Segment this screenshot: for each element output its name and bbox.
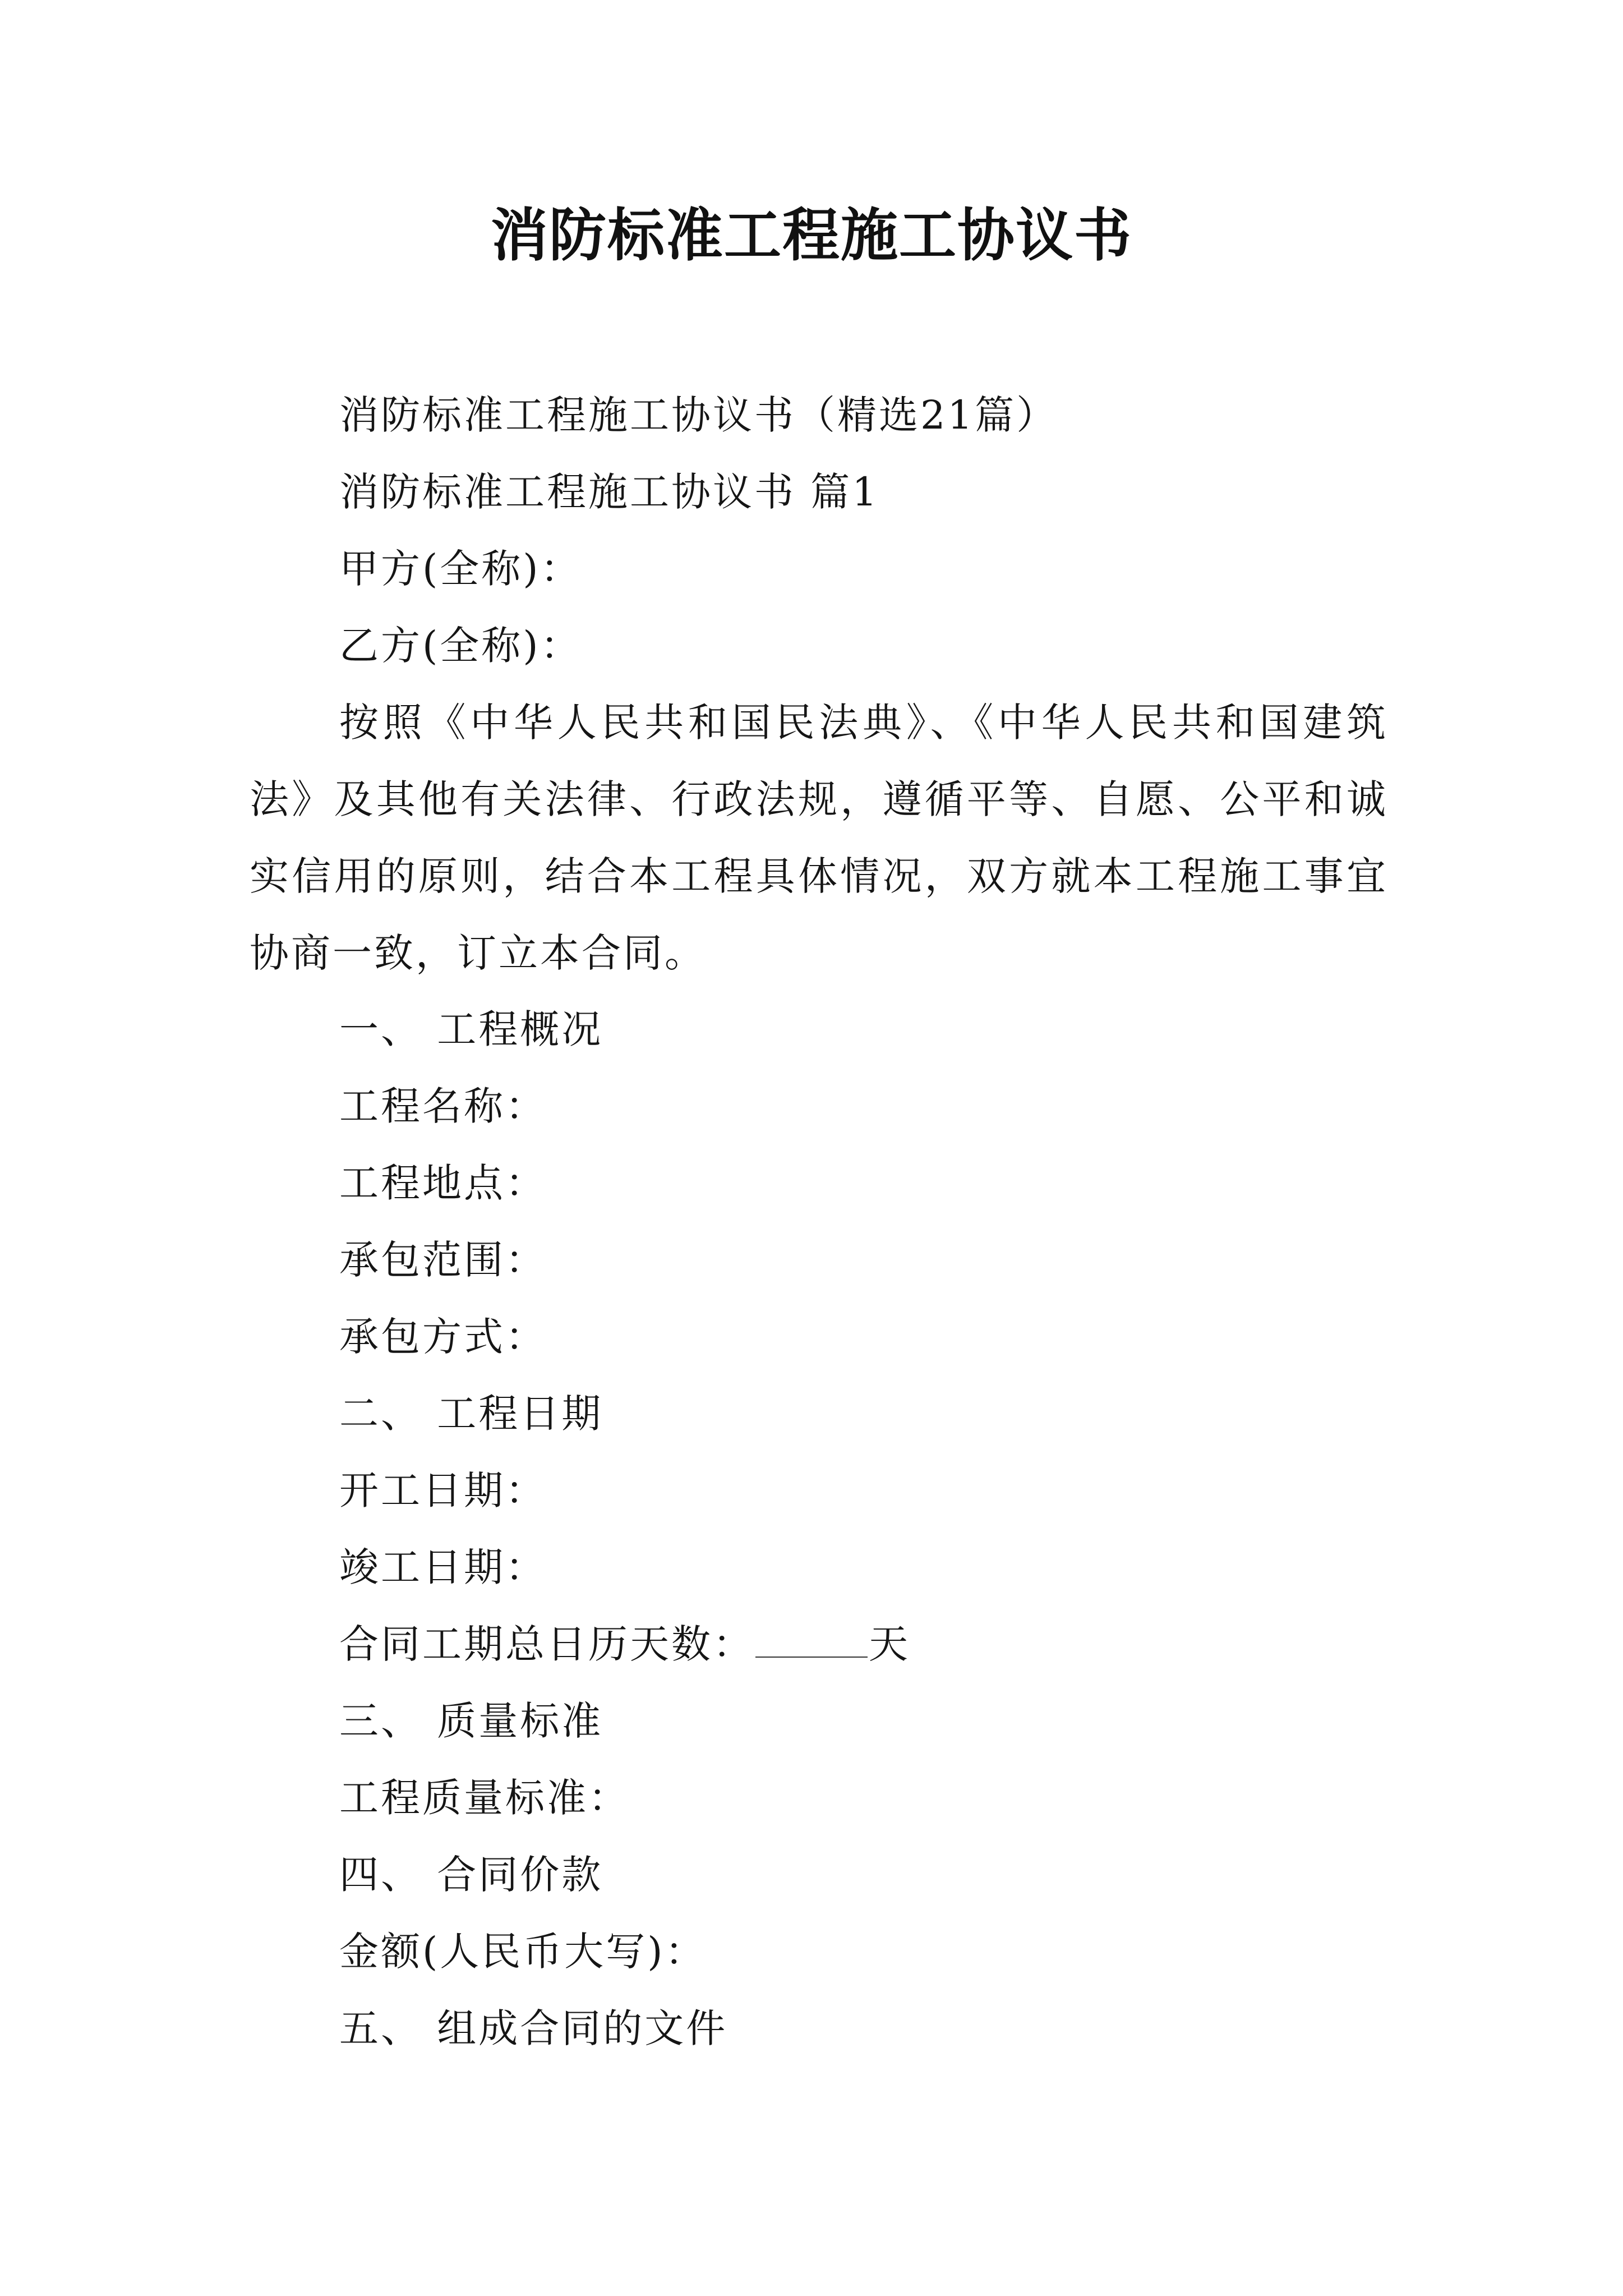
document-subtitle: 消防标准工程施工协议书（精选21篇） <box>339 392 1058 438</box>
clause-2-heading: 二、 工程日期 <box>339 1391 603 1437</box>
intro-paragraph-text: 按照《中华人民共和国民法典》、《中华人民共和国建筑法》及其他有关法律、行政法规，遵循平等、自愿、公平和诚实信用的原则，结合本工程具体情况，双方就本工程施工事宜协商一致，订立本合同。 <box>250 700 1388 976</box>
quality-standard-line: 工程质量标准： <box>339 1775 630 1821</box>
total-days-blank <box>755 1617 868 1658</box>
clause-4-heading: 四、 合同价款 <box>339 1852 603 1898</box>
party-a-line: 甲方(全称)： <box>339 546 582 592</box>
completion-date-line: 竣工日期： <box>339 1544 547 1590</box>
party-b-line: 乙方(全称)： <box>339 623 582 669</box>
total-days-unit: 天 <box>869 1621 910 1667</box>
section-heading: 消防标准工程施工协议书 篇1 <box>339 469 879 515</box>
contract-scope-line: 承包范围： <box>339 1237 547 1283</box>
total-days-line <box>339 1616 910 1672</box>
amount-line: 金额(人民币大写)： <box>339 1929 707 1975</box>
intro-paragraph <box>250 684 1388 992</box>
contract-method-line: 承包方式： <box>339 1314 547 1360</box>
clause-1-heading: 一、 工程概况 <box>339 1006 603 1052</box>
project-location-line: 工程地点： <box>339 1160 547 1206</box>
clause-3-heading: 三、 质量标准 <box>339 1698 603 1744</box>
clause-5-heading: 五、 组成合同的文件 <box>339 2005 728 2051</box>
document-title: 消防标准工程施工协议书 <box>491 202 1132 269</box>
project-name-line: 工程名称： <box>339 1083 547 1129</box>
total-days-label: 合同工期总日历天数： <box>339 1621 754 1667</box>
start-date-line: 开工日期： <box>339 1467 547 1513</box>
